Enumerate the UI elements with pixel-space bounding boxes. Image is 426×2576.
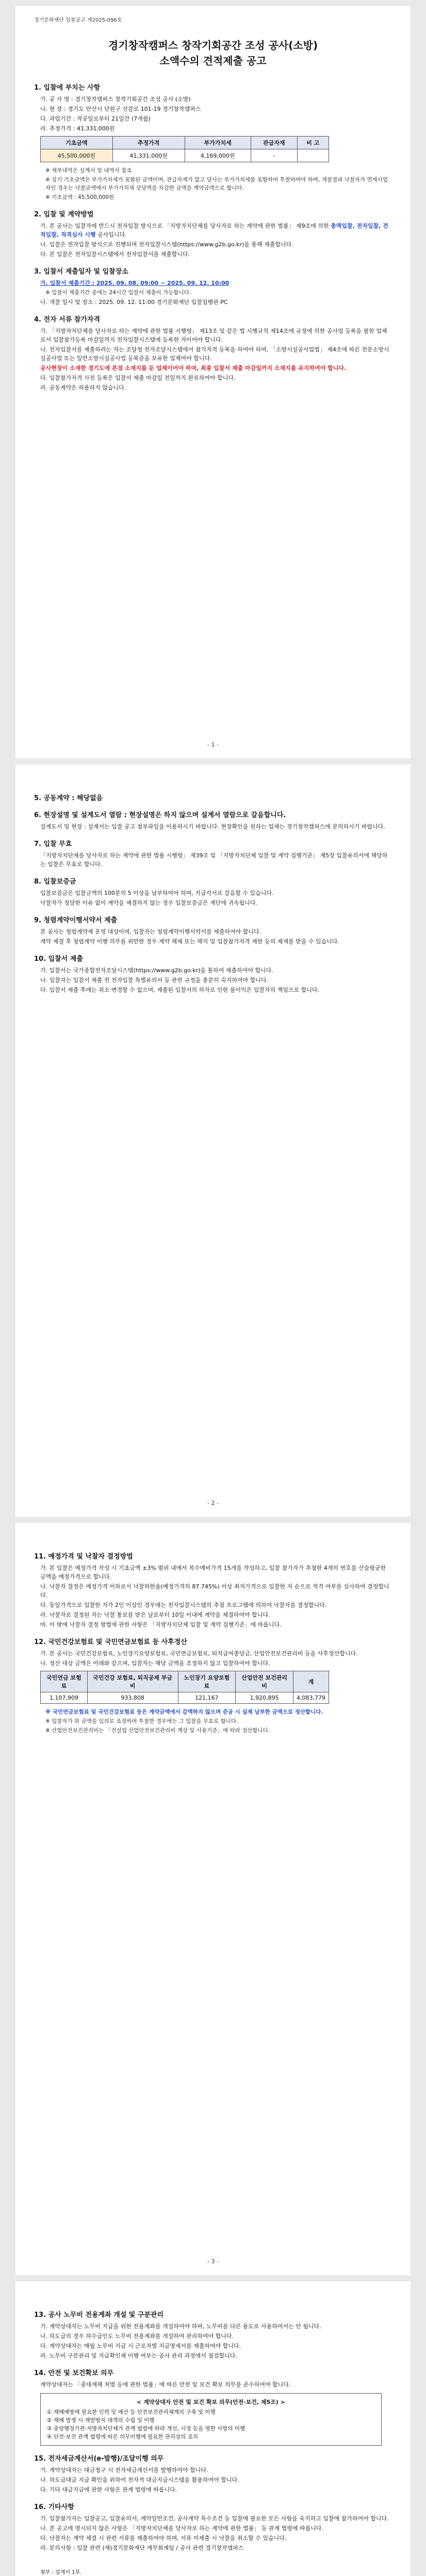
section-15-line: 다. 기타 대금지급에 관한 사항은 관계 법령에 따릅니다. — [40, 2486, 177, 2493]
table-header: 부가가치세 — [185, 137, 251, 149]
section-15-line: 나. 하도급대금 지급 확인을 위하여 전자적 대금지급시스템을 활용하여야 합니다. — [40, 2477, 239, 2483]
section-3-heading: 3. 입찰서 제출일자 및 입찰장소 — [34, 268, 128, 276]
safety-duty-box — [40, 2393, 382, 2446]
section-3-line: ※ 입찰서 제출기간 중에는 24시간 입찰서 제출이 가능합니다. — [45, 290, 191, 296]
document-page-3 — [15, 1523, 411, 2275]
section-7-heading: 7. 입찰 무효 — [34, 840, 72, 848]
settlement-table — [40, 1671, 329, 1704]
section-13-line: 다. 계약상대자는 매월 노무비 지급 시 근로자별 지급명세서를 제출하여야 합니다. — [40, 2343, 241, 2349]
section-1-line: 다. 과업기간 : 착공일로부터 21일간 (7개월) — [40, 115, 151, 122]
box-item: ③ 중앙행정기관·지방자치단체가 관계 법령에 따라 개선, 시정 등을 명한 사항의 이행 — [47, 2426, 245, 2432]
section-16-heading: 16. 기타사항 — [34, 2503, 74, 2511]
section-11-heading: 11. 예정가격 및 낙찰자 결정방법 — [34, 1553, 133, 1561]
section-2-line: 가. 본 공사는 입찰자에 반드시 전자입찰 방식으로 「지방자치단체를 당사자로 하는 계약에 관한 법률」 제9조에 의한 총액입찰, 전자입찰, 견적입찰, 적격심사 시행 공사입니다. — [40, 223, 388, 238]
section-7-line: 「지방자치단체를 당사자로 하는 계약에 관한 법률 시행령」 제39조 및 「지방자치단체 입찰 및 계약 집행기준」 제5장 입찰유의서에 해당하는 입찰은 무효로 합니다. — [40, 852, 388, 868]
section-8-line: 낙찰자가 정당한 이유 없이 계약을 체결하지 않는 경우 입찰보증금은 재단에 귀속됩니다. — [40, 900, 257, 906]
table-header: 노인장기 요양보험료 — [178, 1671, 236, 1692]
section-15-heading: 15. 전자세금계산서(e-발행)/조달이행 의무 — [34, 2455, 164, 2463]
section-8-heading: 8. 입찰보증금 — [34, 878, 76, 886]
section-9-heading: 9. 청렴계약이행서약서 제출 — [34, 917, 118, 924]
table-header: 국민건강 보험료, 퇴직공제 부금비 — [87, 1671, 178, 1692]
section-6-line: 설계도서 및 현장 : 설계서는 입찰 공고 첨부파일을 이용하시기 바랍니다. 현장확인을 원하는 업체는 경기창작캠퍼스에 문의하시기 바랍니다. — [40, 823, 385, 830]
section-11-line: 라. 낙찰자로 결정된 자는 낙찰 통보를 받은 날로부터 10일 이내에 계약을 체결하여야 합니다. — [40, 1612, 270, 1618]
section-4-line: 나. 전자입찰서를 제출하려는 자는 조달청 전자조달시스템에서 참가자격 등록을 하여야 하며, 「소방시설공사업법」 제4조에 따른 전문소방시설공사업 또는 일반소방시설공사업 등록증을 보유한 업체여야 합니다. — [40, 346, 389, 362]
document-subtitle: 소액수의 견적제출 공고 — [159, 55, 267, 67]
table-header: 산업안전 보건관리비 — [236, 1671, 293, 1692]
section-11-line: 마. 이 밖에 낙찰자 결정 방법에 관한 사항은 「지방자치단체 입찰 및 계약 집행기준」에 따릅니다. — [40, 1621, 282, 1628]
section-10-line: 다. 입찰서 제출 후에는 취소·변경할 수 없으며, 제출된 입찰서의 하자로 인한 불이익은 입찰자의 책임으로 합니다. — [40, 987, 320, 993]
table-header: 계 — [293, 1671, 329, 1692]
table-cell: 4,169,000원 — [185, 149, 251, 162]
table-header: 국민연금 보험료 — [41, 1671, 88, 1692]
page-number: - 2 - — [207, 1500, 219, 1506]
section-13-line: 나. 하도급의 경우 하수급인도 노무비 전용계좌를 개설하여 관리하여야 합니다. — [40, 2333, 234, 2340]
box-item: ① 재해예방에 필요한 인력 및 예산 등 안전보건관리체계의 구축 및 이행 — [47, 2409, 216, 2415]
table-cell: 1,920,895 — [236, 1692, 293, 1704]
section-12-heading: 12. 국민건강보험료 및 국민연금보험료 등 사후정산 — [34, 1638, 187, 1646]
section-14-heading: 14. 안전 및 보건확보 의무 — [34, 2369, 114, 2377]
section-16-line: 라. 문의사항 : 입찰 관련 (재)경기문화재단 재무회계팀 / 공사 관련 경기창작캠퍼스 — [40, 2545, 244, 2551]
table-header: 관급자재 — [251, 137, 297, 149]
section-5-heading: 5. 공동계약 : 해당없음 — [34, 794, 103, 802]
section-1-line: 라. 추정가격 : 41,331,000원 — [40, 125, 115, 132]
section-9-line: 계약 체결 후 청렴계약 이행 의무를 위반한 경우 계약 해제 또는 해지 및 입찰참가자격 제한 등의 제재를 받을 수 있습니다. — [40, 938, 339, 945]
table-header: 기초금액 — [41, 137, 113, 149]
section-12-line: 가. 본 공사는 국민건강보험료, 노인장기요양보험료, 국민연금보험료, 퇴직급여충당금, 산업안전보건관리비 등을 사후정산합니다. — [40, 1650, 358, 1657]
section-10-heading: 10. 입찰서 제출 — [34, 955, 83, 963]
table-cell: 1,107,909 — [41, 1692, 88, 1704]
section-13-line: 가. 계약상대자는 노무비 지급을 위한 전용계좌를 개설하여야 하며, 노무비를 다른 용도로 사용하여서는 안 됩니다. — [40, 2323, 321, 2330]
section-12-line: 나. 정산 대상 금액은 아래와 같으며, 입찰자는 해당 금액을 조정하지 않고 입찰하여야 합니다. — [40, 1660, 270, 1667]
table-cell: - — [251, 149, 297, 162]
section-14-line: 계약상대자는 「중대재해 처벌 등에 관한 법률」에 따른 안전 및 보건 확보 의무를 준수하여야 합니다. — [40, 2381, 291, 2388]
section-10-line: 가. 입찰서는 국가종합전자조달시스템(https://www.g2b.go.kr)을 통하여 제출하여야 합니다. — [40, 967, 273, 974]
page-number: - 3 - — [207, 2258, 219, 2265]
section-16-line: 나. 본 공고에 명시되지 않은 사항은 「지방자치단체를 당사자로 하는 계약에 관한 법률」 등 관계 법령에 따릅니다. — [40, 2525, 323, 2532]
section-2-line: 다. 본 입찰은 전자입찰시스템에서 전자입찰서를 제출합니다. — [40, 251, 190, 258]
section-3-line: 가. 입찰서 제출기간 : 2025. 09. 08. 09:00 ~ 2025. 09. 12. 10:00 — [40, 280, 230, 286]
document-page-2 — [15, 765, 411, 1517]
table-cell: 45,500,000원 — [41, 149, 113, 162]
section-13-line: 라. 노무비 구분관리 및 지급확인제 이행 여부는 공사 관리 과정에서 점검합니다. — [40, 2352, 237, 2359]
section-3-line: 나. 개찰 일시 및 장소 : 2025. 09. 12. 11:00 경기문화재단 입찰집행관 PC — [40, 299, 228, 306]
box-item: ② 재해 발생 시 재발방지 대책의 수립 및 이행 — [47, 2417, 155, 2424]
announcement-number: 경기문화재단 입찰공고 제2025-096호 — [34, 18, 122, 23]
section-8-line: 입찰보증금은 입찰금액의 100분의 5 이상을 납부하여야 하며, 지급각서로 갈음할 수 있습니다. — [40, 890, 274, 896]
section-13-heading: 13. 공사 노무비 전용계좌 개설 및 구분관리 — [34, 2311, 164, 2319]
section-11-line: 가. 본 입찰은 예정가격 작성 시 기초금액 ±3% 범위 내에서 복수예비가격 15개를 작성하고, 입찰 참가자가 추첨한 4개의 번호를 산술평균한 금액을 예정가격으로 합니다. — [40, 1565, 386, 1580]
note: ※ 상기 기초금액은 부가가치세가 포함된 금액이며, 관급자재가 없고 당사는 부가가치세를 포함하여 투찰하여야 하며, 개찰결과 낙찰자가 면세사업자인 경우는 낙찰금액에서 부가가치세 상당액을 차감한 금액을 계약금액으로 합니다. — [45, 177, 388, 191]
section-2-heading: 2. 입찰 및 계약방법 — [34, 211, 94, 218]
section-15-line: 가. 계약상대자는 대금청구 시 전자세금계산서를 발행하여야 합니다. — [40, 2467, 208, 2473]
section-11-line: 나. 낙찰자 결정은 예정가격 이하로서 낙찰하한율(예정가격의 87.745%) 이상 최저가격으로 입찰한 자 순으로 적격 여부를 심사하여 결정합니다. — [40, 1583, 389, 1599]
section-4-line: 라. 공동계약은 허용하지 않습니다. — [40, 384, 126, 391]
section-1-heading: 1. 입찰에 부치는 사항 — [34, 84, 101, 92]
section-4-line: 다. 입찰참가자격 사전 등록은 입찰서 제출 마감일 전일까지 완료하여야 합니다. — [40, 375, 236, 381]
box-title: < 계약상대자 안전 및 보건 확보 의무(안전·보건, 제5조) > — [137, 2399, 285, 2405]
page-number: - 1 - — [207, 741, 219, 748]
document-page-4 — [15, 2281, 411, 2576]
section-1-line: 나. 현 장 : 경기도 안산시 단원구 선감로 101-19 경기창작캠퍼스 — [40, 106, 201, 112]
section-16-line: 가. 입찰참가자는 입찰공고, 입찰유의서, 계약일반조건, 공사계약 특수조건 등 입찰에 필요한 모든 사항을 숙지하고 입찰에 참가하여야 합니다. — [40, 2515, 389, 2522]
budget-table — [40, 136, 329, 162]
note: ※ 세부내역은 설계서 및 내역서 참조 — [45, 167, 132, 174]
section-1-line: 가. 공 사 명 : 경기창작캠퍼스 창작기회공간 조성 공사 (소방) — [40, 96, 191, 103]
table-cell: 41,331,000원 — [112, 149, 185, 162]
section-11-line: 다. 동일가격으로 입찰한 자가 2인 이상인 경우에는 전자입찰시스템의 추첨 프로그램에 의하여 낙찰자를 결정합니다. — [40, 1602, 327, 1608]
section-10-line: 나. 입찰자는 입찰서 제출 전 전자입찰 특별유의서 등 관련 규정을 충분히 숙지하여야 합니다. — [40, 977, 269, 984]
highlight-text: 총액입찰, 전자입찰, 견적입찰, 적격심사 시행 — [40, 223, 388, 238]
table-cell: 4,083,779 — [293, 1692, 329, 1704]
table-header: 추정가격 — [112, 137, 185, 149]
document-page-1 — [15, 6, 411, 758]
attachments-note: 첨부 : 설계서 1부. — [40, 2570, 82, 2575]
section-2-line: 나. 입찰은 전자입찰 방식으로 진행되며 전자입찰시스템(https://www.g2b.go.kr)을 통해 제출합니다. — [40, 241, 293, 248]
box-item: ④ 안전·보건 관계 법령에 따른 의무이행에 필요한 관리상의 조치 — [47, 2434, 199, 2440]
section-4-line: 가. 「지방자치단체를 당사자로 하는 계약에 관한 법률 시행령」 제13조 및 같은 법 시행규칙 제14조에 규정에 의한 공사업 등록을 필한 업체로서 입찰참가등록 마감일까지 전자입찰시스템에 등록한 자이어야 합니다. — [40, 328, 387, 343]
note: ※ 산업안전보건관리비는 「건설업 산업안전보건관리비 계상 및 사용기준」에 따라 정산합니다. — [45, 1727, 270, 1734]
table-header: 비 고 — [297, 137, 329, 149]
note: ※ 기초금액 : 45,500,000원 — [45, 194, 114, 200]
note: ※ 국민연금보험료 및 국민건강보험료 등은 계약금액에서 감액하지 않으며 준공 시 실제 납부한 금액으로 정산합니다. — [45, 1709, 323, 1715]
table-cell — [297, 149, 329, 162]
document-title: 경기창작캠퍼스 창작기회공간 조성 공사(소방) — [108, 39, 318, 52]
section-4-emphasis: 공사현장이 소재한 경기도에 본점 소재지를 둔 업체이어야 하며, 최종 입찰서 제출 마감일까지 소재지를 유지하여야 합니다. — [40, 365, 347, 371]
section-9-line: 본 공사는 청렴계약제 운영 대상이며, 입찰자는 청렴계약이행서약서를 제출하여야 합니다. — [40, 928, 261, 935]
table-cell: 121,167 — [178, 1692, 236, 1704]
table-cell: 933,808 — [87, 1692, 178, 1704]
note: ※ 입찰자가 위 금액을 임의로 조정하여 투찰한 경우에는 그 입찰을 무효로 합니다. — [45, 1718, 238, 1724]
section-6-heading: 6. 현장설명 및 설계도서 열람 : 현장설명은 하지 않으며 설계서 열람으로 갈음합니다. — [34, 811, 286, 819]
section-16-line: 다. 낙찰자는 계약 체결 시 관련 서류를 제출하여야 하며, 서류 미제출 시 낙찰을 취소할 수 있습니다. — [40, 2535, 287, 2541]
section-4-heading: 4. 전자 서류 참가자격 — [34, 316, 101, 324]
